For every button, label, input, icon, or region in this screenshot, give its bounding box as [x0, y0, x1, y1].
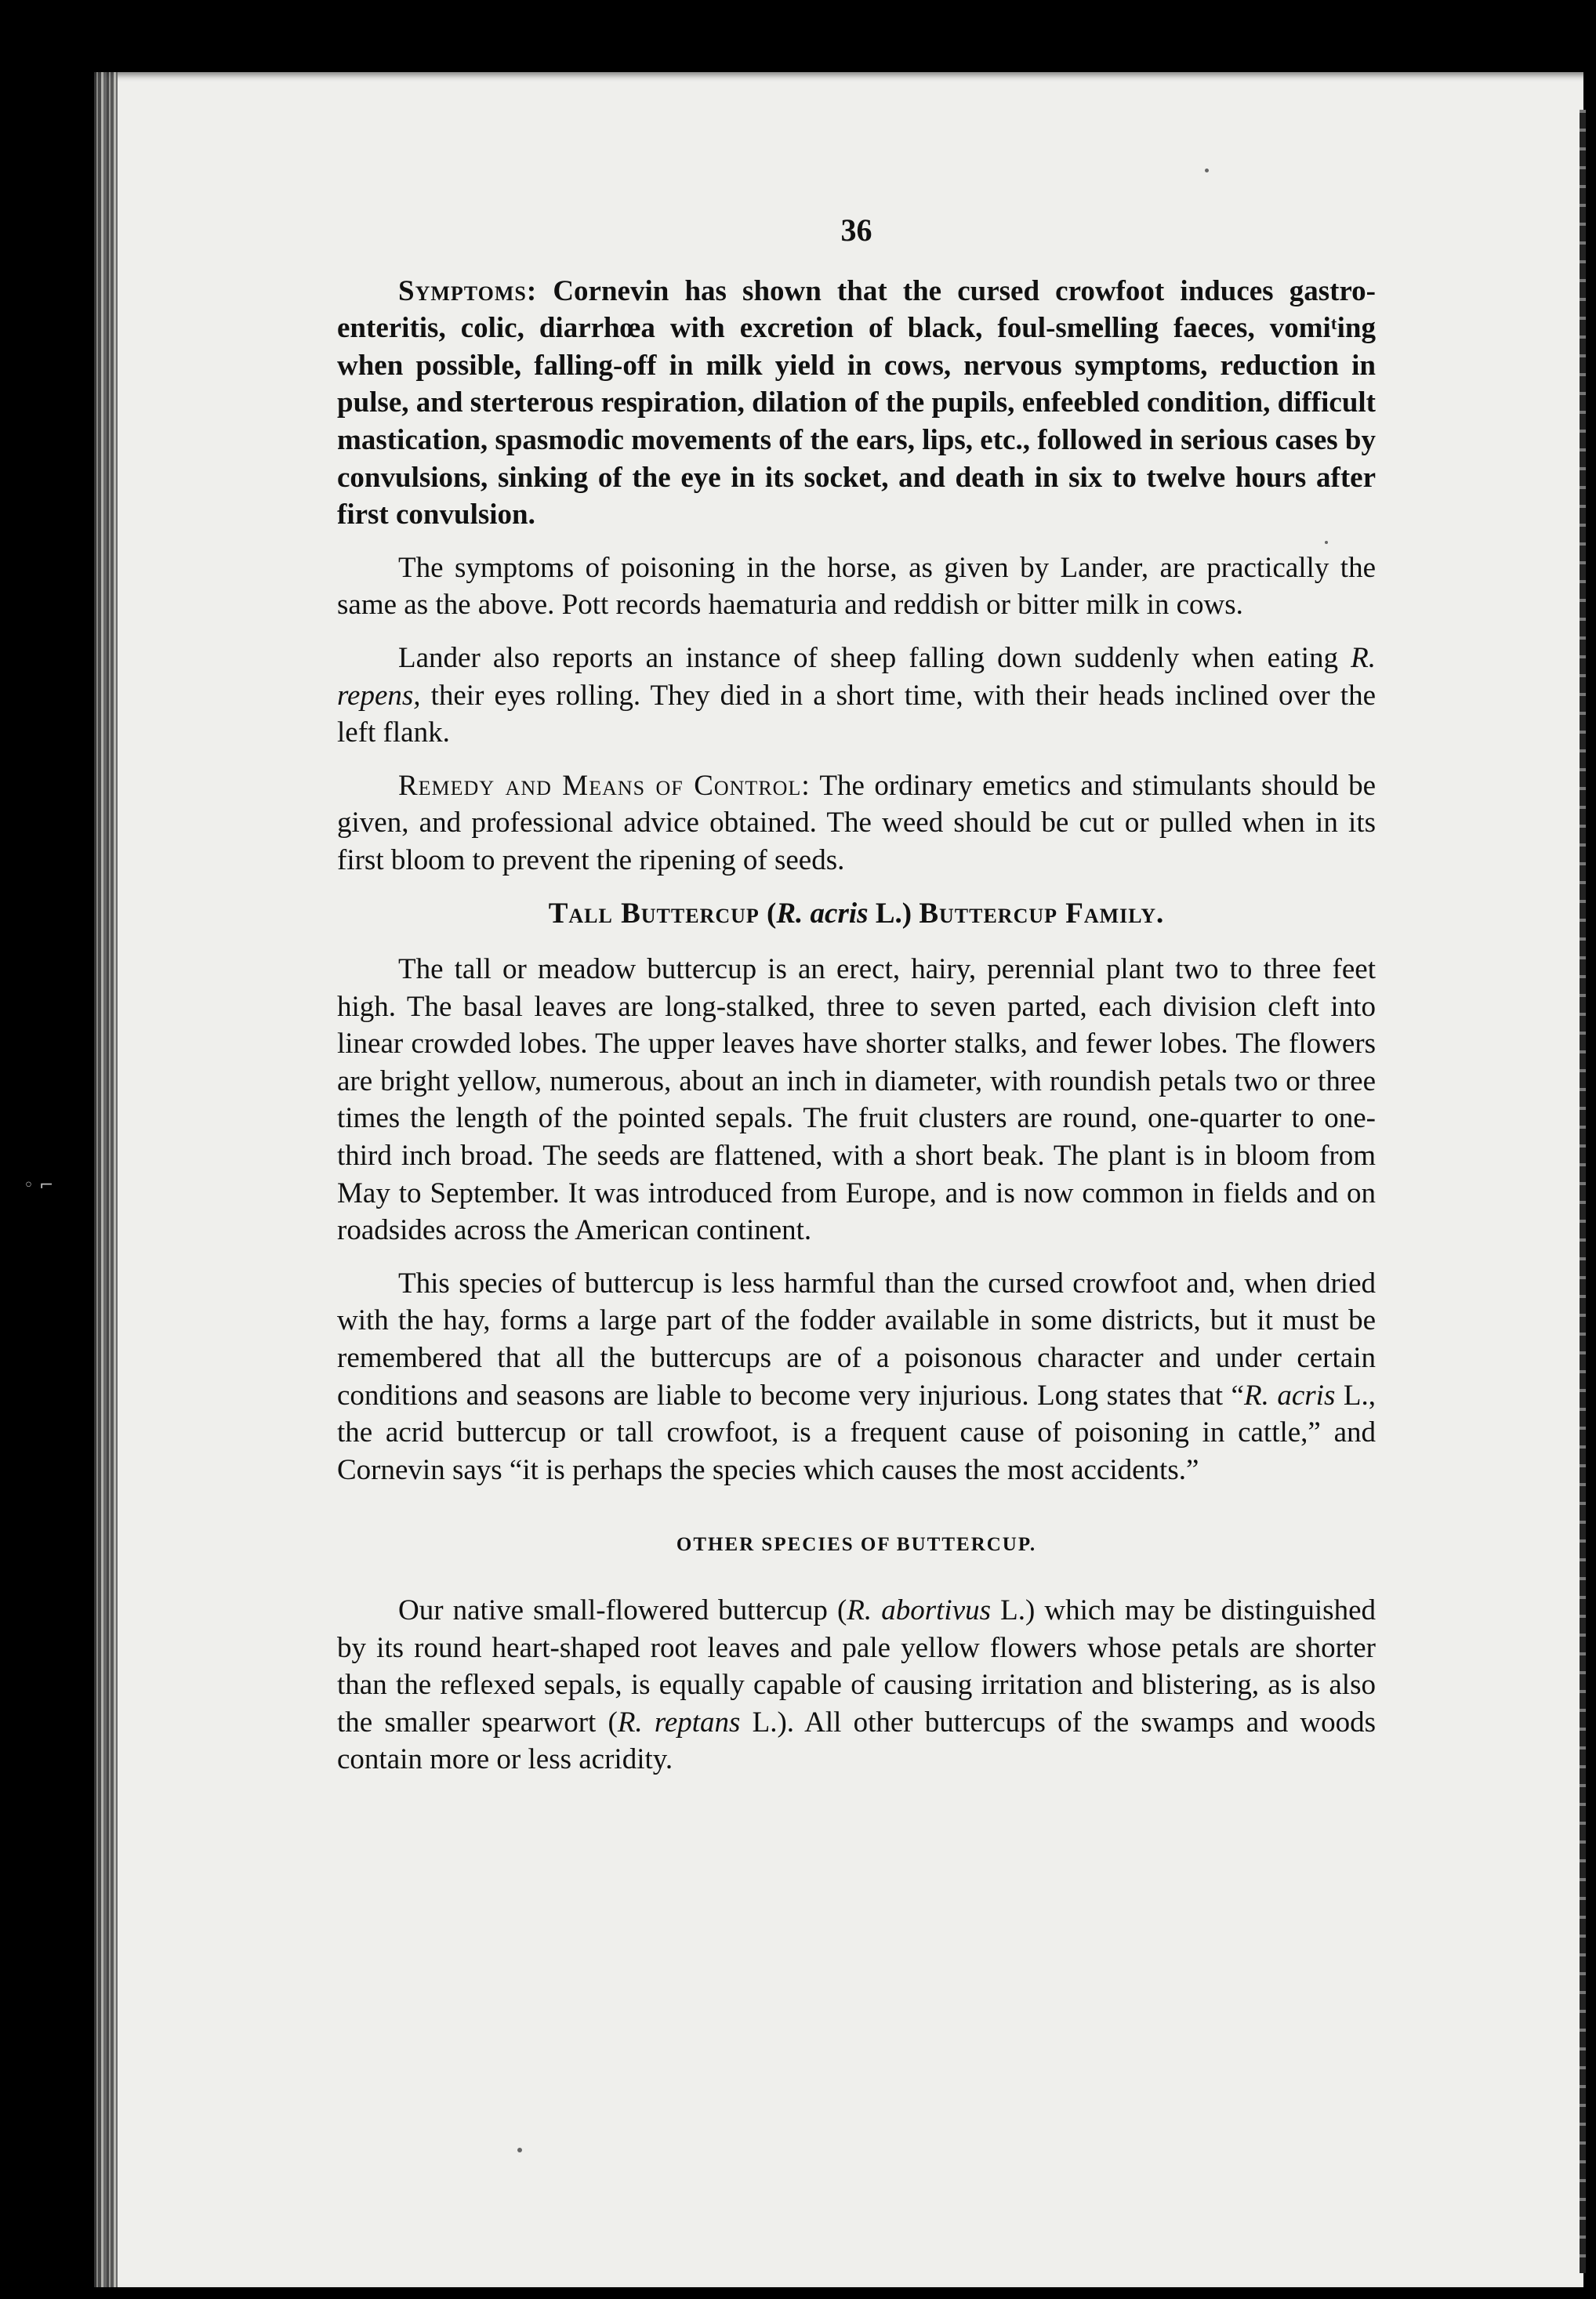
sheep-text-start: Lander also reports an instance of sheep falling down suddenly when eating [398, 641, 1351, 674]
horse-paragraph: The symptoms of poisoning in the horse, as given by Lander, are practically the same as the above. Pott records haematuria and reddish or bitter milk in cows. [337, 551, 1376, 622]
remedy-label: Remedy and Means of Control: [398, 769, 811, 802]
remedy-paragraph [337, 767, 1376, 879]
heading-paren: ( [759, 897, 777, 930]
harm-text-start: This species of buttercup is less harmful than the cursed crowfoot and, when dried with the hay, forms a large part of the fodder available in some districts, but it must be remembered that all the buttercups are of a poisonous character and under certain conditions and seasons are liable to become very injurious. Long states that “ [337, 1267, 1376, 1412]
page-text [337, 212, 1376, 1779]
other-text-3: L.). All other buttercups of the swamps and woods contain more or less acridity. [337, 1706, 1376, 1776]
species-name: R. reptans [617, 1706, 741, 1739]
species-name: R. repens, [337, 641, 1376, 712]
page-number: 36 [840, 212, 872, 248]
harm-text-end: L., the acrid buttercup or tall crowfoot, is a frequent cause of poisoning in cattle,” and Cornevin says “it is perhaps the species which causes the most accidents.” [337, 1379, 1376, 1486]
description-paragraph: The tall or meadow buttercup is an erect, hairy, perennial plant two to three feet high. The basal leaves are long-stalked, three to seven parted, each division cleft into linear crowded lobes. The upper leaves have shorter stalks, and fewer lobes. The flowers are bright yellow, numerous, about an inch in diameter, with roundish petals two or three times the length of the pointed sepals. The fruit clusters are round, one-quarter to one-third inch broad. The seeds are flattened, with a short beak. The plant is in bloom from May to September. It was introduced from Europe, and is now common in fields and on roadsides across the American continent. [337, 953, 1376, 1247]
sheep-paragraph [337, 640, 1376, 752]
heading-plant-name: Tall Buttercup [548, 897, 760, 930]
species-name: R. abortivus [847, 1594, 992, 1626]
other-text-2: L.) which may be distinguished by its round heart-shaped root leaves and pale yellow flowers whose petals are shorter than the reflexed sepals, is equally capable of causing irritation and blistering, as is also the smaller spearwort ( [337, 1594, 1376, 1739]
page-binding-edge [94, 72, 118, 2287]
symptoms-paragraph [337, 273, 1376, 534]
sheep-text-end: their eyes rolling. They died in a short time, with their heads inclined over the left flank. [337, 679, 1376, 749]
remedy-text: The ordinary emetics and stimulants should be given, and professional advice obtained. The weed should be cut or pulled when in its first bloom to prevent the ripening of seeds. [337, 769, 1376, 876]
heading-species: R. acris [776, 897, 869, 930]
subsection-heading: OTHER SPECIES OF BUTTERCUP. [676, 1534, 1037, 1556]
section-heading [337, 895, 1376, 933]
other-species-paragraph [337, 1592, 1376, 1779]
scan-edge-mark: ◦ ⌐ [24, 1176, 54, 1195]
other-text-1: Our native small-flowered buttercup ( [398, 1594, 847, 1626]
heading-author: L.) [868, 897, 920, 930]
dust-speck [517, 2148, 522, 2152]
page-right-edge [1580, 110, 1586, 2273]
symptoms-label: Symptoms: [398, 274, 538, 307]
harm-paragraph [337, 1265, 1376, 1489]
heading-family: Buttercup Family. [919, 897, 1165, 930]
symptoms-text: Cornevin has shown that the cursed crowfoot induces gastro-enteritis, colic, diarrhœa with excretion of black, foul-smelling faeces, vomiᵗing when possible, falling-off in milk yield in cows, nervous symptoms, reduction in pulse, and sterterous respiration, dilation of the pupils, enfeebled condition, difficult mastication, spasmodic movements of the ears, lips, etc., followed in serious cases by convulsions, sinking of the eye in its socket, and death in six to twelve hours after first convulsion. [337, 274, 1376, 531]
dust-speck [1205, 169, 1209, 172]
species-name: R. acris [1243, 1379, 1336, 1412]
